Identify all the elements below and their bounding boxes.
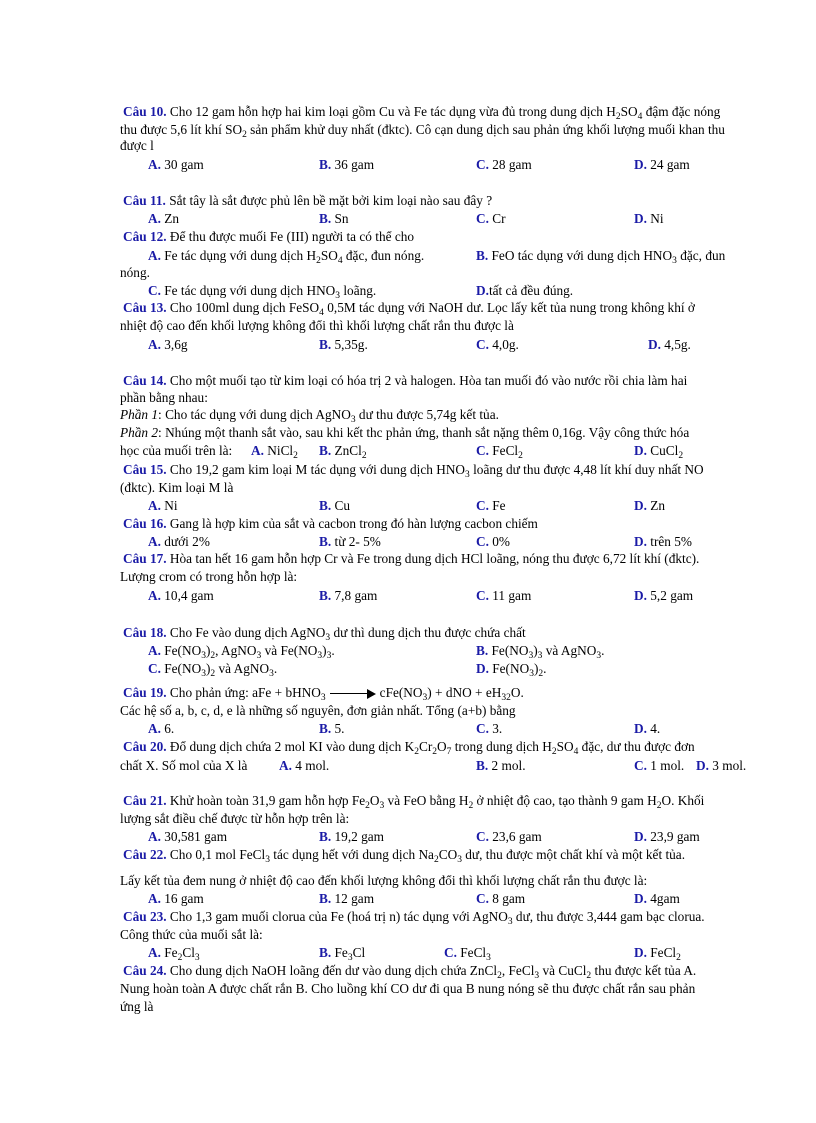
question-12: Câu 12. Để thu được muối Fe (III) người ta có thể cho [123, 229, 415, 244]
option-d[interactable]: D.tất cả đều đúng. [476, 283, 574, 298]
option-a[interactable]: A. Ni [148, 498, 178, 513]
option-c[interactable]: C. 8 gam [476, 891, 526, 906]
option-d[interactable]: D. Zn [634, 498, 666, 513]
option-d[interactable]: D. 4. [634, 721, 661, 736]
question-21: Câu 21. Khử hoàn toàn 31,9 gam hỗn hợp $Fe_2O_3$ và FeO bằng $H_2$ ở nhiệt độ cao, tạo thành 9 gam $H_2O$. Khối [123, 793, 705, 811]
option-d[interactable]: D. 4,5g. [648, 337, 691, 352]
question-text-line: ứng là [120, 999, 154, 1014]
option-c[interactable]: C. Fe tác dụng với dung dịch $HNO_3$ loãng. [148, 283, 377, 301]
option-c[interactable]: C. 11 gam [476, 588, 532, 603]
option-a[interactable]: A. 6. [148, 721, 175, 736]
option-b[interactable]: B. Sn [319, 211, 349, 226]
option-d[interactable]: D. 3 mol. [696, 758, 747, 773]
option-a[interactable]: A. Fe tác dụng với dung dịch $H_2SO_4$ đặc, đun nóng. [148, 248, 425, 266]
question-15: Câu 15. Cho 19,2 gam kim loại M tác dụng với dung dịch $HNO_3$ loãng dư thu được 4,48 lít khí duy nhất NO [123, 462, 704, 480]
question-text-line: Nung hoàn toàn A được chất rắn B. Cho luồng khí CO dư đi qua B nung nóng sẽ thu được chất rắn sau phản [120, 981, 696, 996]
option-b[interactable]: B. 5,35g. [319, 337, 368, 352]
question-text-line: nhiệt độ cao đến khối lượng không đổi thì khối lượng chất rắn thu được là [120, 318, 514, 333]
option-b[interactable]: B. 12 gam [319, 891, 375, 906]
option-a[interactable]: A. 30 gam [148, 157, 204, 172]
question-22: Câu 22. Cho 0,1 mol FeCl$_3$ tác dụng hết với dung dịch $Na_2CO_3$ dư, thu được một chất khí và một kết tủa. [123, 847, 686, 865]
option-b[interactable]: B. $Fe(NO_3)_3$ và AgNO$_3$. [476, 643, 605, 661]
option-b[interactable]: B. Cu [319, 498, 351, 513]
question-text-line: phần bằng nhau: [120, 390, 208, 405]
question-text-line: lượng sắt điều chế được từ hỗn hợp trên là: [120, 811, 350, 826]
option-b[interactable]: B. ZnCl$_2$ [319, 443, 367, 461]
option-a[interactable]: A. $Fe(NO_3)_2$, AgNO$_3$ và $Fe(NO_3)_3$. [148, 643, 335, 661]
question-text-line: Lấy kết tủa đem nung ở nhiệt độ cao đến khối lượng không đổi thì khối lượng chất rắn thu được là: [120, 873, 648, 888]
option-c[interactable]: C. Fe [476, 498, 506, 513]
question-text-line: Công thức của muối sắt là: [120, 927, 263, 942]
option-c[interactable]: C. FeCl$_2$ [476, 443, 523, 461]
option-a[interactable]: A. 10,4 gam [148, 588, 214, 603]
option-a[interactable]: A. 30,581 gam [148, 829, 228, 844]
option-b[interactable]: B. 7,8 gam [319, 588, 378, 603]
option-a[interactable]: A. 3,6g [148, 337, 188, 352]
option-c[interactable]: C. $Fe(NO_3)_2$ và AgNO$_3$. [148, 661, 278, 679]
option-c[interactable]: C. 23,6 gam [476, 829, 542, 844]
option-a[interactable]: A. 16 gam [148, 891, 204, 906]
option-c[interactable]: C. 0% [476, 534, 510, 549]
part-1: Phần 1: Cho tác dụng với dung dịch AgNO$_3$ dư thu được 5,74g kết tủa. [120, 407, 499, 425]
question-text-line: học của muối trên là: [120, 443, 233, 458]
option-d[interactable]: D. 5,2 gam [634, 588, 694, 603]
part-2: Phần 2: Nhúng một thanh sắt vào, sau khi kết thc phản ứng, thanh sắt nặng thêm 0,16g. Vậy công thức hóa [120, 425, 690, 440]
option-b[interactable]: B. $Fe_3Cl$ [319, 945, 366, 963]
question-10: Câu 10. Cho 12 gam hỗn hợp hai kim loại gồm Cu và Fe tác dụng vừa đủ trong dung dịch $H_2SO_4$ đậm đặc nóng [123, 104, 721, 122]
option-c[interactable]: C. 28 gam [476, 157, 532, 172]
option-b-cont: nóng. [120, 265, 150, 280]
question-11: Câu 11. Sắt tây là sắt được phủ lên bề mặt bởi kim loại nào sau đây ? [123, 193, 493, 208]
option-d[interactable]: D. CuCl$_2$ [634, 443, 684, 461]
option-d[interactable]: D. FeCl$_2$ [634, 945, 681, 963]
question-number: Câu 10. [123, 104, 167, 119]
option-c[interactable]: C. 1 mol. [634, 758, 685, 773]
option-a[interactable]: A. dưới 2% [148, 534, 210, 549]
option-c[interactable]: C. 4,0g. [476, 337, 519, 352]
option-d[interactable]: D. Ni [634, 211, 664, 226]
option-c[interactable]: C. FeCl$_3$ [444, 945, 491, 963]
question-23: Câu 23. Cho 1,3 gam muối clorua của Fe (hoá trị n) tác dụng với AgNO$_3$ dư, thu được 3,444 gam bạc clorua. [123, 909, 705, 927]
question-18: Câu 18. Cho Fe vào dung dịch AgNO$_3$ dư thì dung dịch thu được chứa chất [123, 625, 526, 643]
option-b[interactable]: B. từ 2- 5% [319, 534, 381, 549]
question-19: Câu 19. Cho phản ứng: aFe + bHNO$_3$ $cFe(NO_3)$ + dNO + $eH_{32}O$. [123, 685, 524, 703]
option-b[interactable]: B. 5. [319, 721, 345, 736]
question-text-line: thu được 5,6 lít khí $SO_2$ sản phẩm khử duy nhất (đktc). Cô cạn dung dịch sau phản ứng khối lượng muối khan thu [120, 122, 725, 140]
question-20: Câu 20. Đổ dung dịch chứa 2 mol KI vào dung dịch $K_2Cr_2O_7$ trong dung dịch $H_2SO_4$ đặc, dư thu được đơn [123, 739, 695, 757]
question-14: Câu 14. Cho một muối tạo từ kim loại có hóa trị 2 và halogen. Hòa tan muối đó vào nước rồi chia làm hai [123, 373, 688, 388]
question-text-line: Lượng crom có trong hỗn hợp là: [120, 569, 298, 584]
option-c[interactable]: C. Cr [476, 211, 506, 226]
question-17: Câu 17. Hòa tan hết 16 gam hỗn hợp Cr và Fe trong dung dịch HCl loãng, nóng thu được 6,72 lít khí (đktc). [123, 551, 700, 566]
option-c[interactable]: C. 3. [476, 721, 503, 736]
question-text-line: được l [120, 138, 154, 153]
option-a[interactable]: A. NiCl$_2$ [251, 443, 298, 461]
option-b[interactable]: B. FeO tác dụng với dung dịch $HNO_3$ đặc, đun [476, 248, 726, 266]
question-text: Cho 12 gam hỗn hợp hai kim loại gồm Cu và Fe tác dụng vừa đủ trong dung dịch H [169, 104, 616, 119]
option-a[interactable]: A. $Fe_2Cl_3$ [148, 945, 200, 963]
option-b[interactable]: B. 19,2 gam [319, 829, 385, 844]
option-d[interactable]: D. 4gam [634, 891, 680, 906]
option-d[interactable]: D. $Fe(NO_3)_2$. [476, 661, 547, 679]
option-a[interactable]: A. Zn [148, 211, 180, 226]
question-24: Câu 24. Cho dung dịch NaOH loãng đến dư vào dung dịch chứa ZnCl$_2$, FeCl$_3$ và CuCl$_2$ thu được kết tủa A. [123, 963, 697, 981]
question-text-line: (đktc). Kim loại M là [120, 480, 234, 495]
option-d[interactable]: D. 23,9 gam [634, 829, 700, 844]
reaction-arrow-icon [330, 689, 376, 699]
question-16: Câu 16. Gang là hợp kim của sắt và cacbon trong đó hàn lượng cacbon chiếm [123, 516, 538, 531]
question-13: Câu 13. Cho 100ml dung dịch FeSO$_4$ 0,5M tác dụng với NaOH dư. Lọc lấy kết tủa nung trong không khí ở [123, 300, 695, 318]
question-text-line: chất X. Số mol của X là [120, 758, 248, 773]
option-b[interactable]: B. 36 gam [319, 157, 375, 172]
option-b[interactable]: B. 2 mol. [476, 758, 526, 773]
option-a[interactable]: A. 4 mol. [279, 758, 330, 773]
option-d[interactable]: D. trên 5% [634, 534, 692, 549]
option-d[interactable]: D. 24 gam [634, 157, 690, 172]
question-text-line: Các hệ số a, b, c, d, e là những số nguyên, đơn giản nhất. Tổng (a+b) bằng [120, 703, 516, 718]
